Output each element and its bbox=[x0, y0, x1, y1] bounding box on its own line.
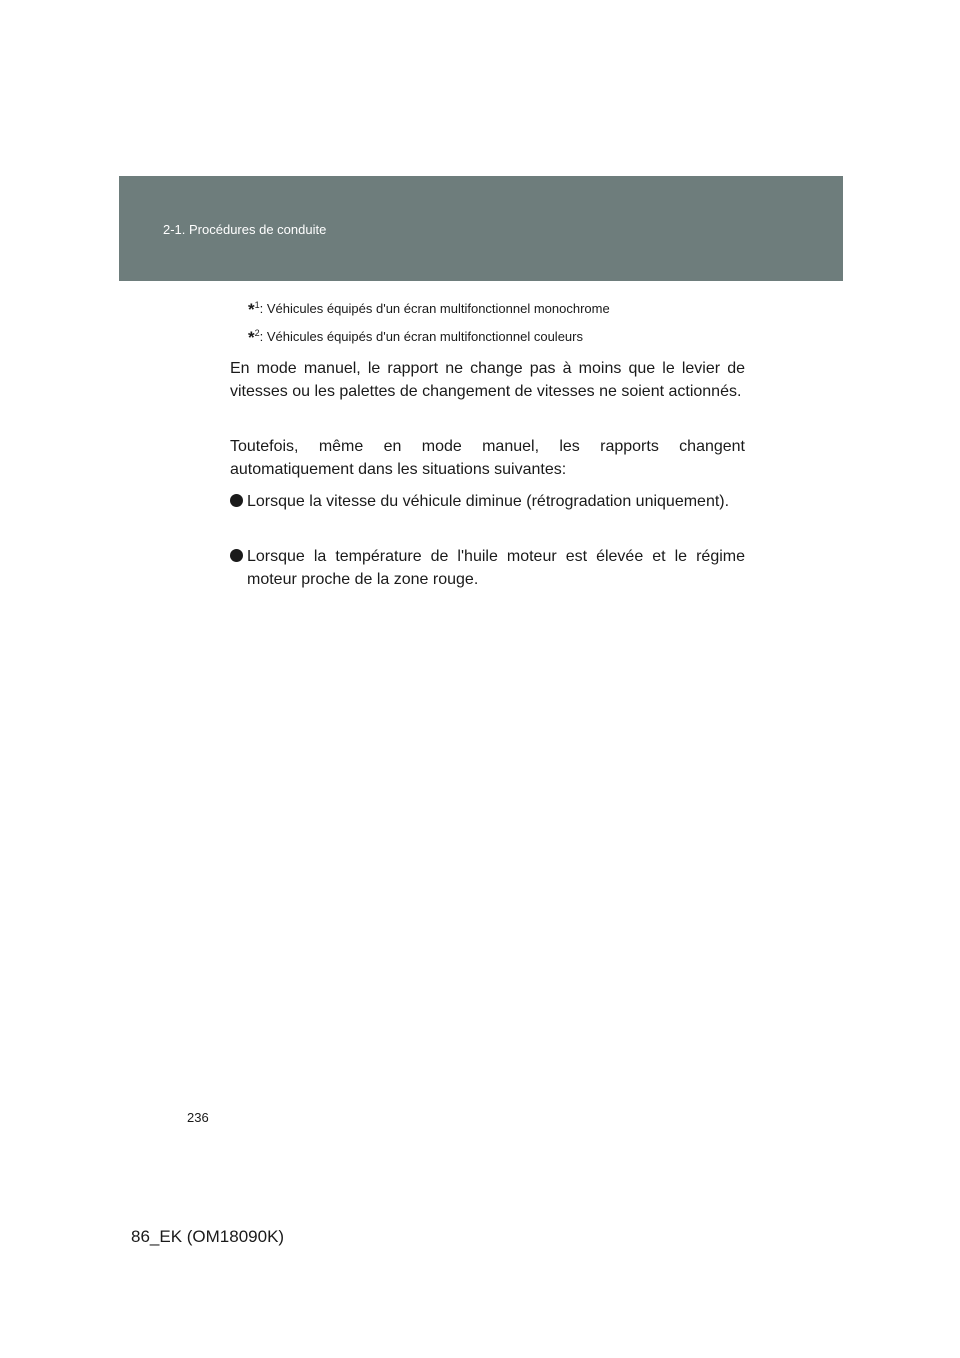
footnote-marker: * bbox=[248, 300, 255, 319]
page-number: 236 bbox=[187, 1110, 209, 1125]
footnote-number: 2 bbox=[254, 328, 260, 338]
bullet-text: Lorsque la vitesse du véhicule diminue (rétrogradation uniquement). bbox=[247, 493, 730, 510]
footnote-number: 1 bbox=[254, 300, 260, 310]
footnote-text: : Véhicules équipés d'un écran multifonctionnel couleurs bbox=[259, 329, 583, 344]
paragraph-manual-mode: En mode manuel, le rapport ne change pas à moins que le levier de vitesses ou les palettes de changement de vitesses ne soient actionnés. bbox=[230, 360, 745, 400]
section-title: 2-1. Procédures de conduite bbox=[163, 222, 327, 237]
footnote-2 bbox=[248, 328, 583, 348]
document-code: 86_EK (OM18090K) bbox=[131, 1227, 285, 1246]
footnote-text: : Véhicules équipés d'un écran multifonctionnel monochrome bbox=[259, 301, 610, 316]
bullet-item bbox=[230, 490, 745, 513]
bullet-text: Lorsque la température de l'huile moteur est élevée et le régime moteur proche de la zone rouge. bbox=[247, 548, 745, 588]
bullet-dot-icon bbox=[230, 549, 243, 562]
bullet-item bbox=[230, 545, 745, 591]
section-header-band bbox=[119, 176, 843, 281]
footnote-marker: * bbox=[248, 328, 255, 347]
paragraph-exceptions: Toutefois, même en mode manuel, les rapports changent automatiquement dans les situations suivantes: bbox=[230, 438, 745, 478]
bullet-dot-icon bbox=[230, 494, 243, 507]
footnote-1 bbox=[248, 300, 610, 320]
